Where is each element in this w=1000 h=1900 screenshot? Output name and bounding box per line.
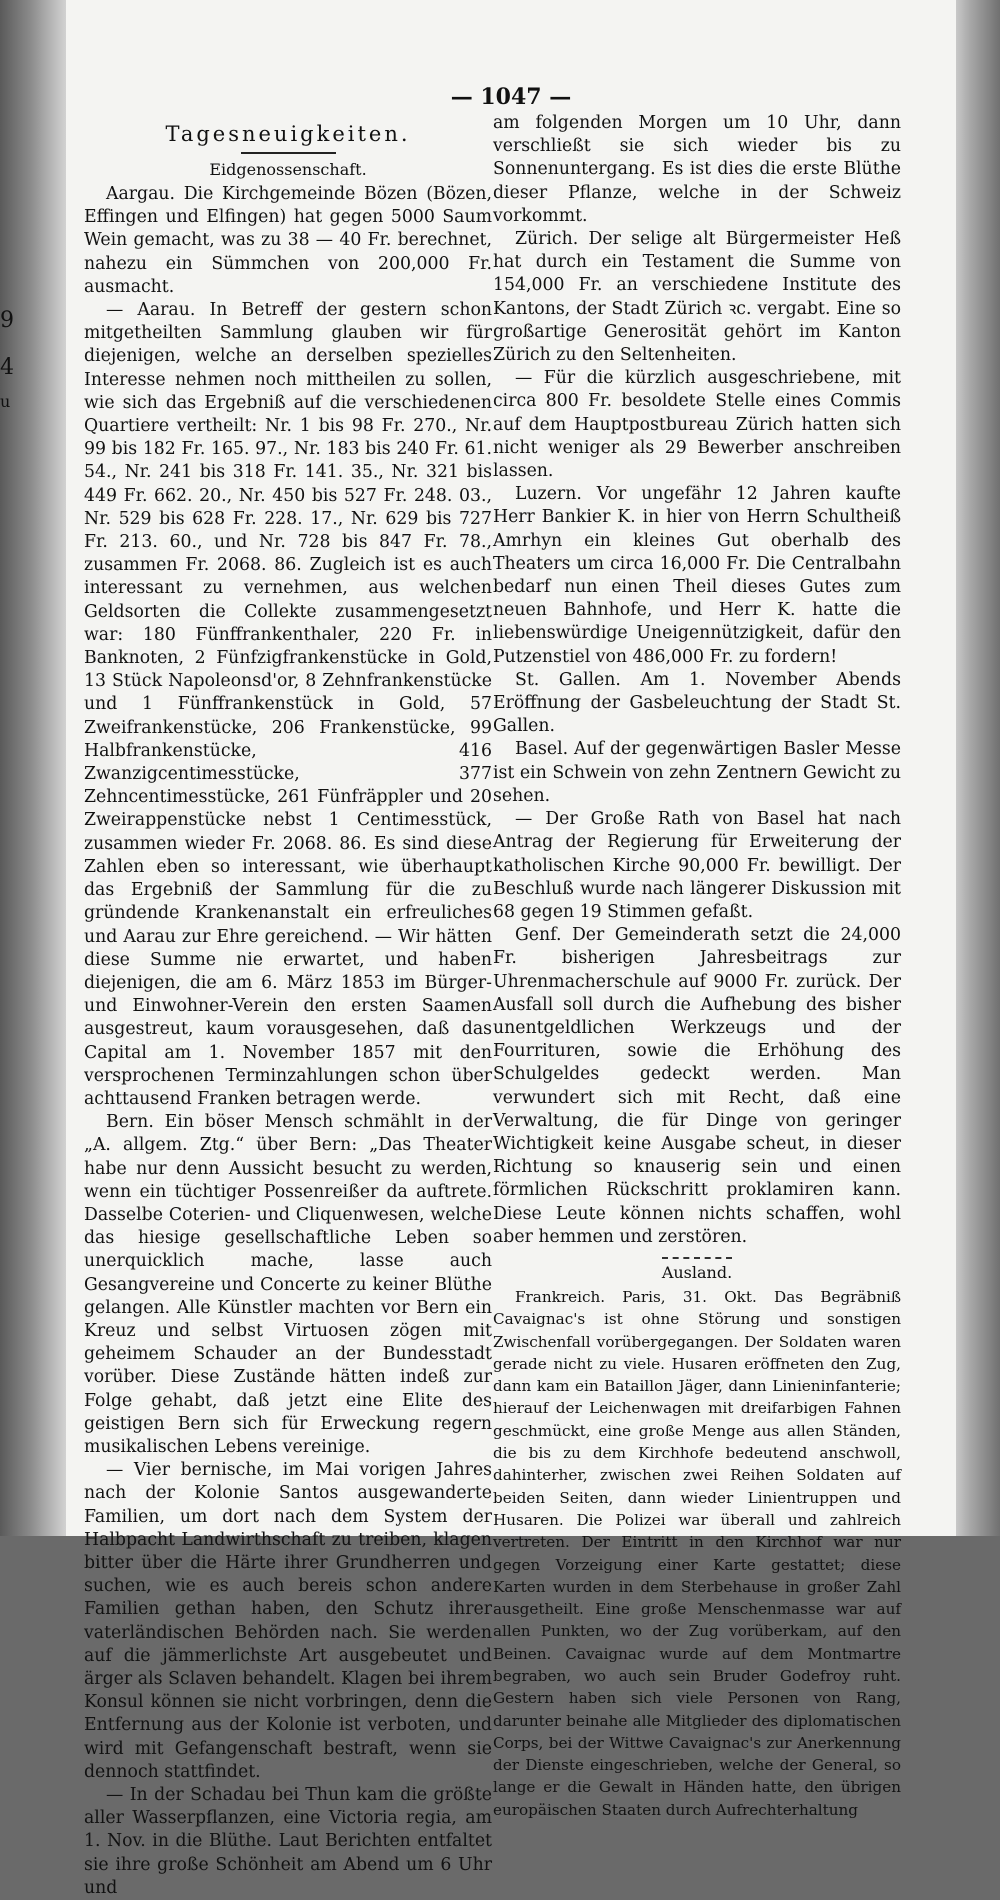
article-paragraph: Frankreich. Paris, 31. Okt. Das Begräbniß Cavaignac's ist ohne Störung und sonstigen Zwischenfall vorübergegangen. Der Soldaten waren gerade nicht zu viele. Husaren eröffneten den Zug, dann kam ein Bataillon Jäger, dann Linieninfanterie; hierauf der Leichenwagen mit dreifarbigen Fahnen geschmückt, eine große Menge aus allen Ständen, die bis zu dem Kirchhofe bedeutend anschwoll, dahinterher, zwischen zwei Reihen Soldaten auf beiden Seiten, dann wieder Linientruppen und Husaren. Die Polizei war überall und zahlreich vertreten. Der Eintritt in den Kirchhof war nur gegen Vorzeigung einer Karte gestattet; diese Karten wurden in dem Sterbehause in großer Zahl ausgetheilt. Eine große Menschenmasse war auf allen Punkten, wo der Zug vorüberkam, auf den Beinen. Cavaignac wurde auf dem Montmartre begraben, wo auch sein Bruder Godefroy ruht. Gestern haben sich viele Personen von Rang, darunter beinahe alle Mitglieder des diplomatischen Corps, bei der Wittwe Cavaignac's zur Anerkennung der Dienste eingeschrieben, welche der General, so lange er die Gewalt in Händen hatte, den übrigen europäischen Staaten durch Aufrechterhaltung bbox=[493, 1287, 901, 1819]
article-paragraph: — Aarau. In Betreff der gestern schon mitgetheilten Sammlung glauben wir für diejenigen, welche an derselben spezielles Interesse nehmen noch mittheilen zu sollen, wie sich das Ergebniß auf die verschiedenen Quartiere vertheilt: Nr. 1 bis 98 Fr. 270., Nr. 99 bis 182 Fr. 165. 97., Nr. 183 bis 240 Fr. 61. 54., Nr. 241 bis 318 Fr. 141. 35., Nr. 321 bis 449 Fr. 662. 20., Nr. 450 bis 527 Fr. 248. 03., Nr. 529 bis 628 Fr. 228. 17., Nr. 629 bis 727 Fr. 213. 60., und Nr. 728 bis 847 Fr. 78., zusammen Fr. 2068. 86. Zugleich ist es auch interessant zu vernehmen, aus welchen Geldsorten die Collekte zusammengesetzt war: 180 Fünffrankenthaler, 220 Fr. in Banknoten, 2 Fünfzigfrankenstücke in Gold, 13 Stück Napoleonsd'or, 8 Zehnfrankenstücke und 1 Fünffrankenstück in Gold, 57 Zweifrankenstücke, 206 Frankenstücke, 99 Halbfrankenstücke, 416 Zwanzigcentimesstücke, 377 Zehncentimesstücke, 261 Fünfräppler und 20 Zweirappenstücke nebst 1 Centimesstück, zusammen wieder Fr. 2068. 86. Es sind diese Zahlen eben so interessant, wie überhaupt das Ergebniß der Sammlung für die zu gründende Krankenanstalt ein erfreuliches und Aarau zur Ehre gereichend. — Wir hätten diese Summe nie erwartet, und haben diejenigen, die am 6. März 1853 im Bürger- und Einwohner-Verein den ersten Saamen ausgestreut, kaum vorausgesehen, daß das Capital am 1. November 1857 mit den versprochenen Terminzahlungen schon über achttausend Franken betragen werde. bbox=[84, 300, 492, 1109]
article-paragraph: Genf. Der Gemeinderath setzt die 24,000 Fr. bisherigen Jahresbeitrags zur Uhrenmacherschule auf 9000 Fr. zurück. Der Ausfall soll durch die Aufhebung des bisher unentgeldlichen Werkzeugs und der Fourrituren, sowie die Erhöhung des Schulgeldes gedeckt werden. Man verwundert sich mit Recht, daß eine Verwaltung, die für Dinge von geringer Wichtigkeit keine Ausgabe scheut, in dieser Richtung so knauserig sein und einen förmlichen Rückschritt proklamiren kann. Diese Leute können nichts schaffen, wohl aber hemmen und zerstören. bbox=[493, 925, 901, 1247]
article-paragraph: Zürich. Der selige alt Bürgermeister Heß hat durch ein Testament die Summe von 154,000 Fr. an verschiedene Institute des Kantons, der Stadt Zürich ꝛc. vergabt. Eine so großartige Generosität gehört im Kanton Zürich zu den Seltenheiten. bbox=[493, 229, 901, 366]
right-page-edge bbox=[950, 0, 1000, 1536]
divider bbox=[241, 152, 336, 154]
article-paragraph: — In der Schadau bei Thun kam die größte aller Wasserpflanzen, eine Victoria regia, am 1. Nov. in die Blüthe. Laut Berichten entfaltet sie ihre große Schönheit am Abend um 6 Uhr und bbox=[84, 1785, 492, 1898]
page-number: — 1047 — bbox=[450, 84, 572, 110]
article-paragraph: St. Gallen. Am 1. November Abends Eröffnung der Gasbeleuchtung der Stadt St. Gallen. bbox=[493, 669, 901, 737]
divider bbox=[662, 1257, 732, 1259]
left-column bbox=[84, 112, 492, 1900]
article-paragraph: — Vier bernische, im Mai vorigen Jahres nach der Kolonie Santos ausgewanderte Familien, um dort nach dem System der Halbpacht Landwirthschaft zu treiben, klagen bitter über die Härte ihrer Grundherren und suchen, wie es auch bereis schon andere Familien gethan haben, den Schutz ihrer vaterländischen Behörden nach. Sie werden auf die jämmerlichste Art ausgebeutet und ärger als Sclaven behandelt. Klagen bei ihrem Konsul können sie nicht vorbringen, denn die Entfernung aus der Kolonie ist verboten, und wird mit Gefangenschaft bestraft, wenn sie dennoch stattfindet. bbox=[84, 1460, 492, 1782]
subsection-heading: Eidgenossenschaft. bbox=[209, 160, 367, 179]
right-column bbox=[493, 112, 901, 1821]
article-paragraph: — Der Große Rath von Basel hat nach Antrag der Regierung für Erweiterung der katholischen Kirche 90,000 Fr. bewilligt. Der Beschluß wurde nach längerer Diskussion mit 68 gegen 19 Stimmen gefaßt. bbox=[493, 809, 901, 922]
margin-mark: 4 bbox=[0, 355, 14, 380]
article-paragraph: Bern. Ein böser Mensch schmählt in der „A. allgem. Ztg.“ über Bern: „Das Theater habe nur denn Aussicht besucht zu werden, wenn ein tüchtiger Possenreißer da auftrete. Dasselbe Coterien- und Cliquenwesen, welche das hiesige gesellschaftliche Leben so unerquicklich mache, lasse auch Gesangvereine und Concerte zu keiner Blüthe gelangen. Alle Künstler machten vor Bern ein Kreuz und selbst Virtuosen zögen mit geheimem Schauder an der Bundesstadt vorüber. Diese Zustände hätten indeß zur Folge gehabt, daß jetzt eine Elite des geistigen Bern sich für Erweckung regern musikalischen Lebens vereinige. bbox=[84, 1112, 492, 1457]
margin-mark: 9 bbox=[0, 308, 14, 333]
article-paragraph: — Für die kürzlich ausgeschriebene, mit circa 800 Fr. besoldete Stelle eines Commis auf dem Hauptpostbureau Zürich hatten sich nicht weniger als 29 Bewerber anschreiben lassen. bbox=[493, 368, 901, 482]
article-paragraph: am folgenden Morgen um 10 Uhr, dann verschließt sie sich wieder bis zu Sonnenuntergang. Es ist dies die erste Blüthe dieser Pflanze, welche in der Schweiz vorkommt. bbox=[493, 113, 901, 226]
newspaper-page bbox=[66, 0, 956, 1898]
article-paragraph: Basel. Auf der gegenwärtigen Basler Messe ist ein Schwein von zehn Zentnern Gewicht zu sehen. bbox=[493, 739, 901, 806]
margin-mark: u bbox=[0, 392, 11, 411]
article-paragraph: Luzern. Vor ungefähr 12 Jahren kaufte Herr Bankier K. in hier von Herrn Schultheiß Amrhyn ein kleines Gut oberhalb des Theaters um circa 16,000 Fr. Die Centralbahn bedarf nun einen Theil dieses Gutes zum neuen Bahnhofe, und Herr K. hatte die liebenswürdige Uneigennützigkeit, dafür den Putzenstiel von 486,000 Fr. zu fordern! bbox=[493, 484, 901, 667]
article-paragraph: Aargau. Die Kirchgemeinde Bözen (Bözen, Effingen und Elfingen) hat gegen 5000 Saum Wein gemacht, was zu 38 — 40 Fr. berechnet, nahezu ein Sümmchen von 200,000 Fr. ausmacht. bbox=[84, 184, 492, 297]
section-heading-foreign: Ausland. bbox=[661, 1262, 733, 1282]
section-heading: Tagesneuigkeiten. bbox=[165, 122, 411, 146]
left-page-edge bbox=[0, 0, 70, 1536]
